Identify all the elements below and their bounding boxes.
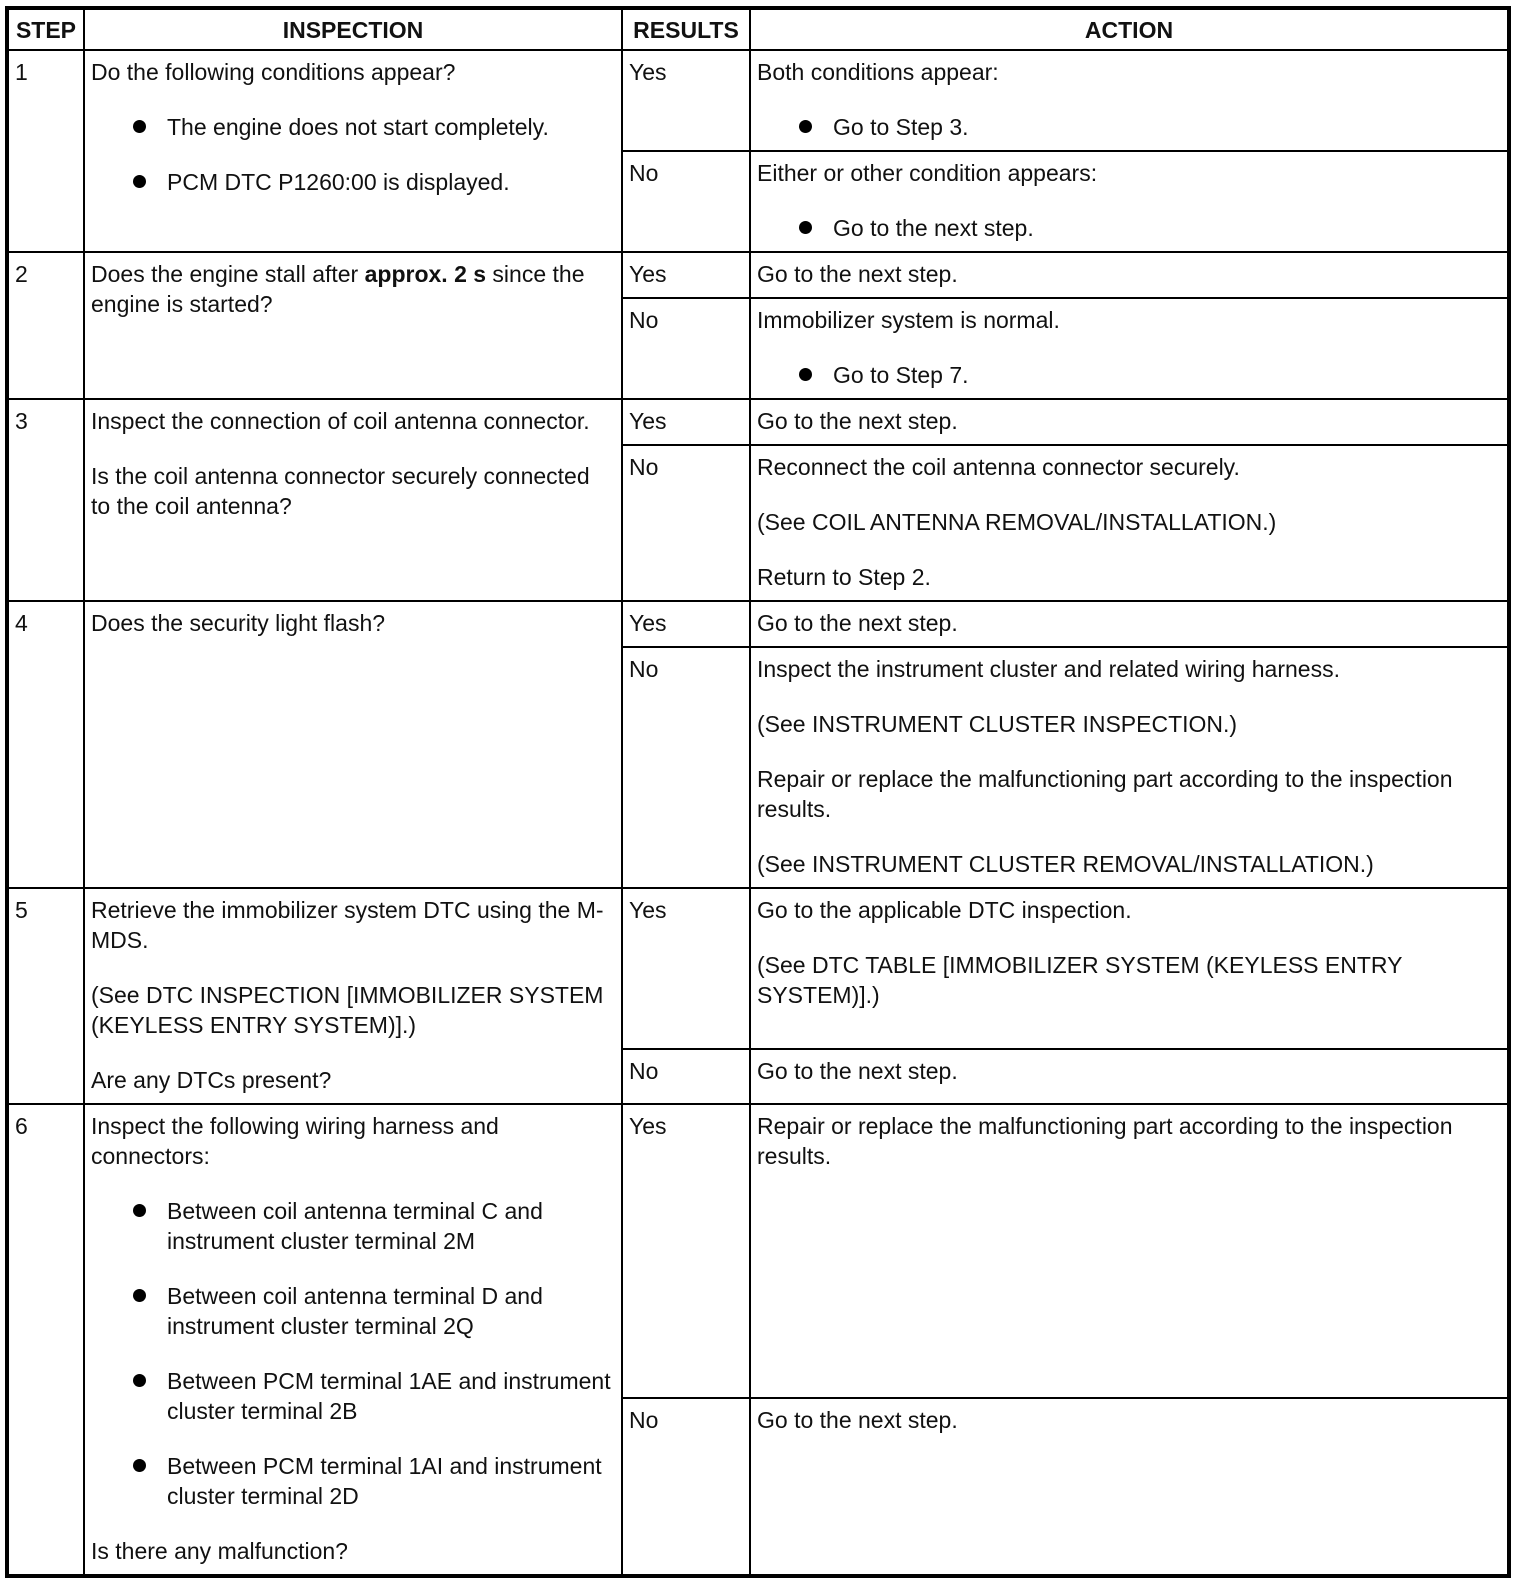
action-text: Go to the next step. [757,408,958,434]
list-item: PCM DTC P1260:00 is displayed. [133,167,615,197]
action-list [757,112,1501,142]
inspection-question: Are any DTCs present? [91,1067,332,1093]
result-no: No [622,445,750,601]
diagnostic-procedure-page [5,6,1511,1578]
result-yes: Yes [622,399,750,445]
step-2-inspection [84,252,622,399]
list-item: Go to the next step. [799,213,1501,243]
result-yes: Yes [622,50,750,151]
inspection-question: Is there any malfunction? [91,1538,348,1564]
header-results: RESULTS [622,8,750,50]
condition-list [91,112,615,197]
reference-text: (See COIL ANTENNA REMOVAL/INSTALLATION.) [757,509,1277,535]
result-yes: Yes [622,601,750,647]
action-no [750,445,1509,601]
action-yes [750,50,1509,151]
table-header-row [7,8,1509,50]
step-3-yes-row [7,399,1509,445]
bullet-icon [133,1204,146,1217]
action-text: Go to the next step. [757,610,958,636]
list-item: Between coil antenna terminal D and instrument cluster terminal 2Q [133,1281,615,1341]
step-4-yes-row [7,601,1509,647]
reference-text: (See DTC INSPECTION [IMMOBILIZER SYSTEM (KEYLESS ENTRY SYSTEM)].) [91,982,604,1038]
step-6-inspection [84,1104,622,1576]
action-text: Go to the next step. [757,261,958,287]
step-5-yes-row [7,888,1509,1049]
result-yes: Yes [622,888,750,1049]
reference-text: (See INSTRUMENT CLUSTER REMOVAL/INSTALLATION.) [757,851,1374,877]
action-text: Go to the next step. [757,1058,958,1085]
reference-text: (See INSTRUMENT CLUSTER INSPECTION.) [757,711,1238,737]
action-yes [750,888,1509,1049]
action-no [750,1049,1509,1104]
list-item: Between PCM terminal 1AI and instrument cluster terminal 2D [133,1451,615,1511]
inspection-text: Inspect the following wiring harness and connectors: [91,1113,499,1169]
step-1-yes-row [7,50,1509,151]
action-text: Both conditions appear: [757,59,999,85]
action-list [757,360,1501,390]
bullet-icon [133,1374,146,1387]
step-number: 5 [7,888,84,1104]
action-no [750,298,1509,399]
reference-text: (See DTC TABLE [IMMOBILIZER SYSTEM (KEYLESS ENTRY SYSTEM)].) [757,952,1403,1008]
action-no [750,647,1509,888]
bullet-icon [799,120,812,133]
action-yes [750,601,1509,647]
inspection-text: Inspect the connection of coil antenna connector. [91,408,590,434]
step-number: 3 [7,399,84,601]
inspection-text: Does the engine stall after approx. 2 s since the engine is started? [91,261,585,317]
action-text: Inspect the instrument cluster and related wiring harness. [757,656,1340,682]
action-text: Return to Step 2. [757,564,931,590]
bullet-icon [133,1459,146,1472]
action-text: Repair or replace the malfunctioning part according to the inspection results. [757,1113,1453,1169]
inspection-question: Is the coil antenna connector securely connected to the coil antenna? [91,463,590,519]
action-text: Immobilizer system is normal. [757,307,1060,333]
action-yes [750,1104,1509,1398]
action-list [757,213,1501,243]
emphasis-text: approx. 2 s [364,261,487,287]
action-text: Repair or replace the malfunctioning part according to the inspection results. [757,766,1453,822]
result-no: No [622,151,750,252]
step-number: 6 [7,1104,84,1576]
action-yes [750,399,1509,445]
action-no [750,151,1509,252]
list-item: Between PCM terminal 1AE and instrument cluster terminal 2B [133,1366,615,1426]
step-3-inspection [84,399,622,601]
action-text: Either or other condition appears: [757,160,1098,186]
result-no: No [622,298,750,399]
list-item: Between coil antenna terminal C and instrument cluster terminal 2M [133,1196,615,1256]
result-no: No [622,647,750,888]
step-number: 2 [7,252,84,399]
harness-list [91,1196,615,1511]
bullet-icon [799,368,812,381]
step-6-yes-row [7,1104,1509,1398]
inspection-question: Does the security light flash? [91,610,386,636]
bullet-icon [799,221,812,234]
bullet-icon [133,1289,146,1302]
bullet-icon [133,175,146,188]
diagnostic-table [5,6,1511,1578]
step-4-inspection [84,601,622,888]
result-yes: Yes [622,1104,750,1398]
inspection-text: Do the following conditions appear? [91,59,456,85]
result-no: No [622,1049,750,1104]
step-number: 4 [7,601,84,888]
step-2-yes-row [7,252,1509,298]
result-yes: Yes [622,252,750,298]
header-inspection: INSPECTION [84,8,622,50]
step-number: 1 [7,50,84,252]
action-text: Reconnect the coil antenna connector securely. [757,454,1240,480]
action-yes [750,252,1509,298]
list-item: Go to Step 7. [799,360,1501,390]
action-text: Go to the applicable DTC inspection. [757,897,1132,923]
header-action: ACTION [750,8,1509,50]
step-5-inspection [84,888,622,1104]
action-text: Go to the next step. [757,1407,958,1433]
list-item: Go to Step 3. [799,112,1501,142]
action-no [750,1398,1509,1576]
header-step: STEP [7,8,84,50]
result-no: No [622,1398,750,1576]
inspection-text: Retrieve the immobilizer system DTC using the M-MDS. [91,897,604,953]
bullet-icon [133,120,146,133]
list-item: The engine does not start completely. [133,112,615,142]
step-1-inspection [84,50,622,252]
